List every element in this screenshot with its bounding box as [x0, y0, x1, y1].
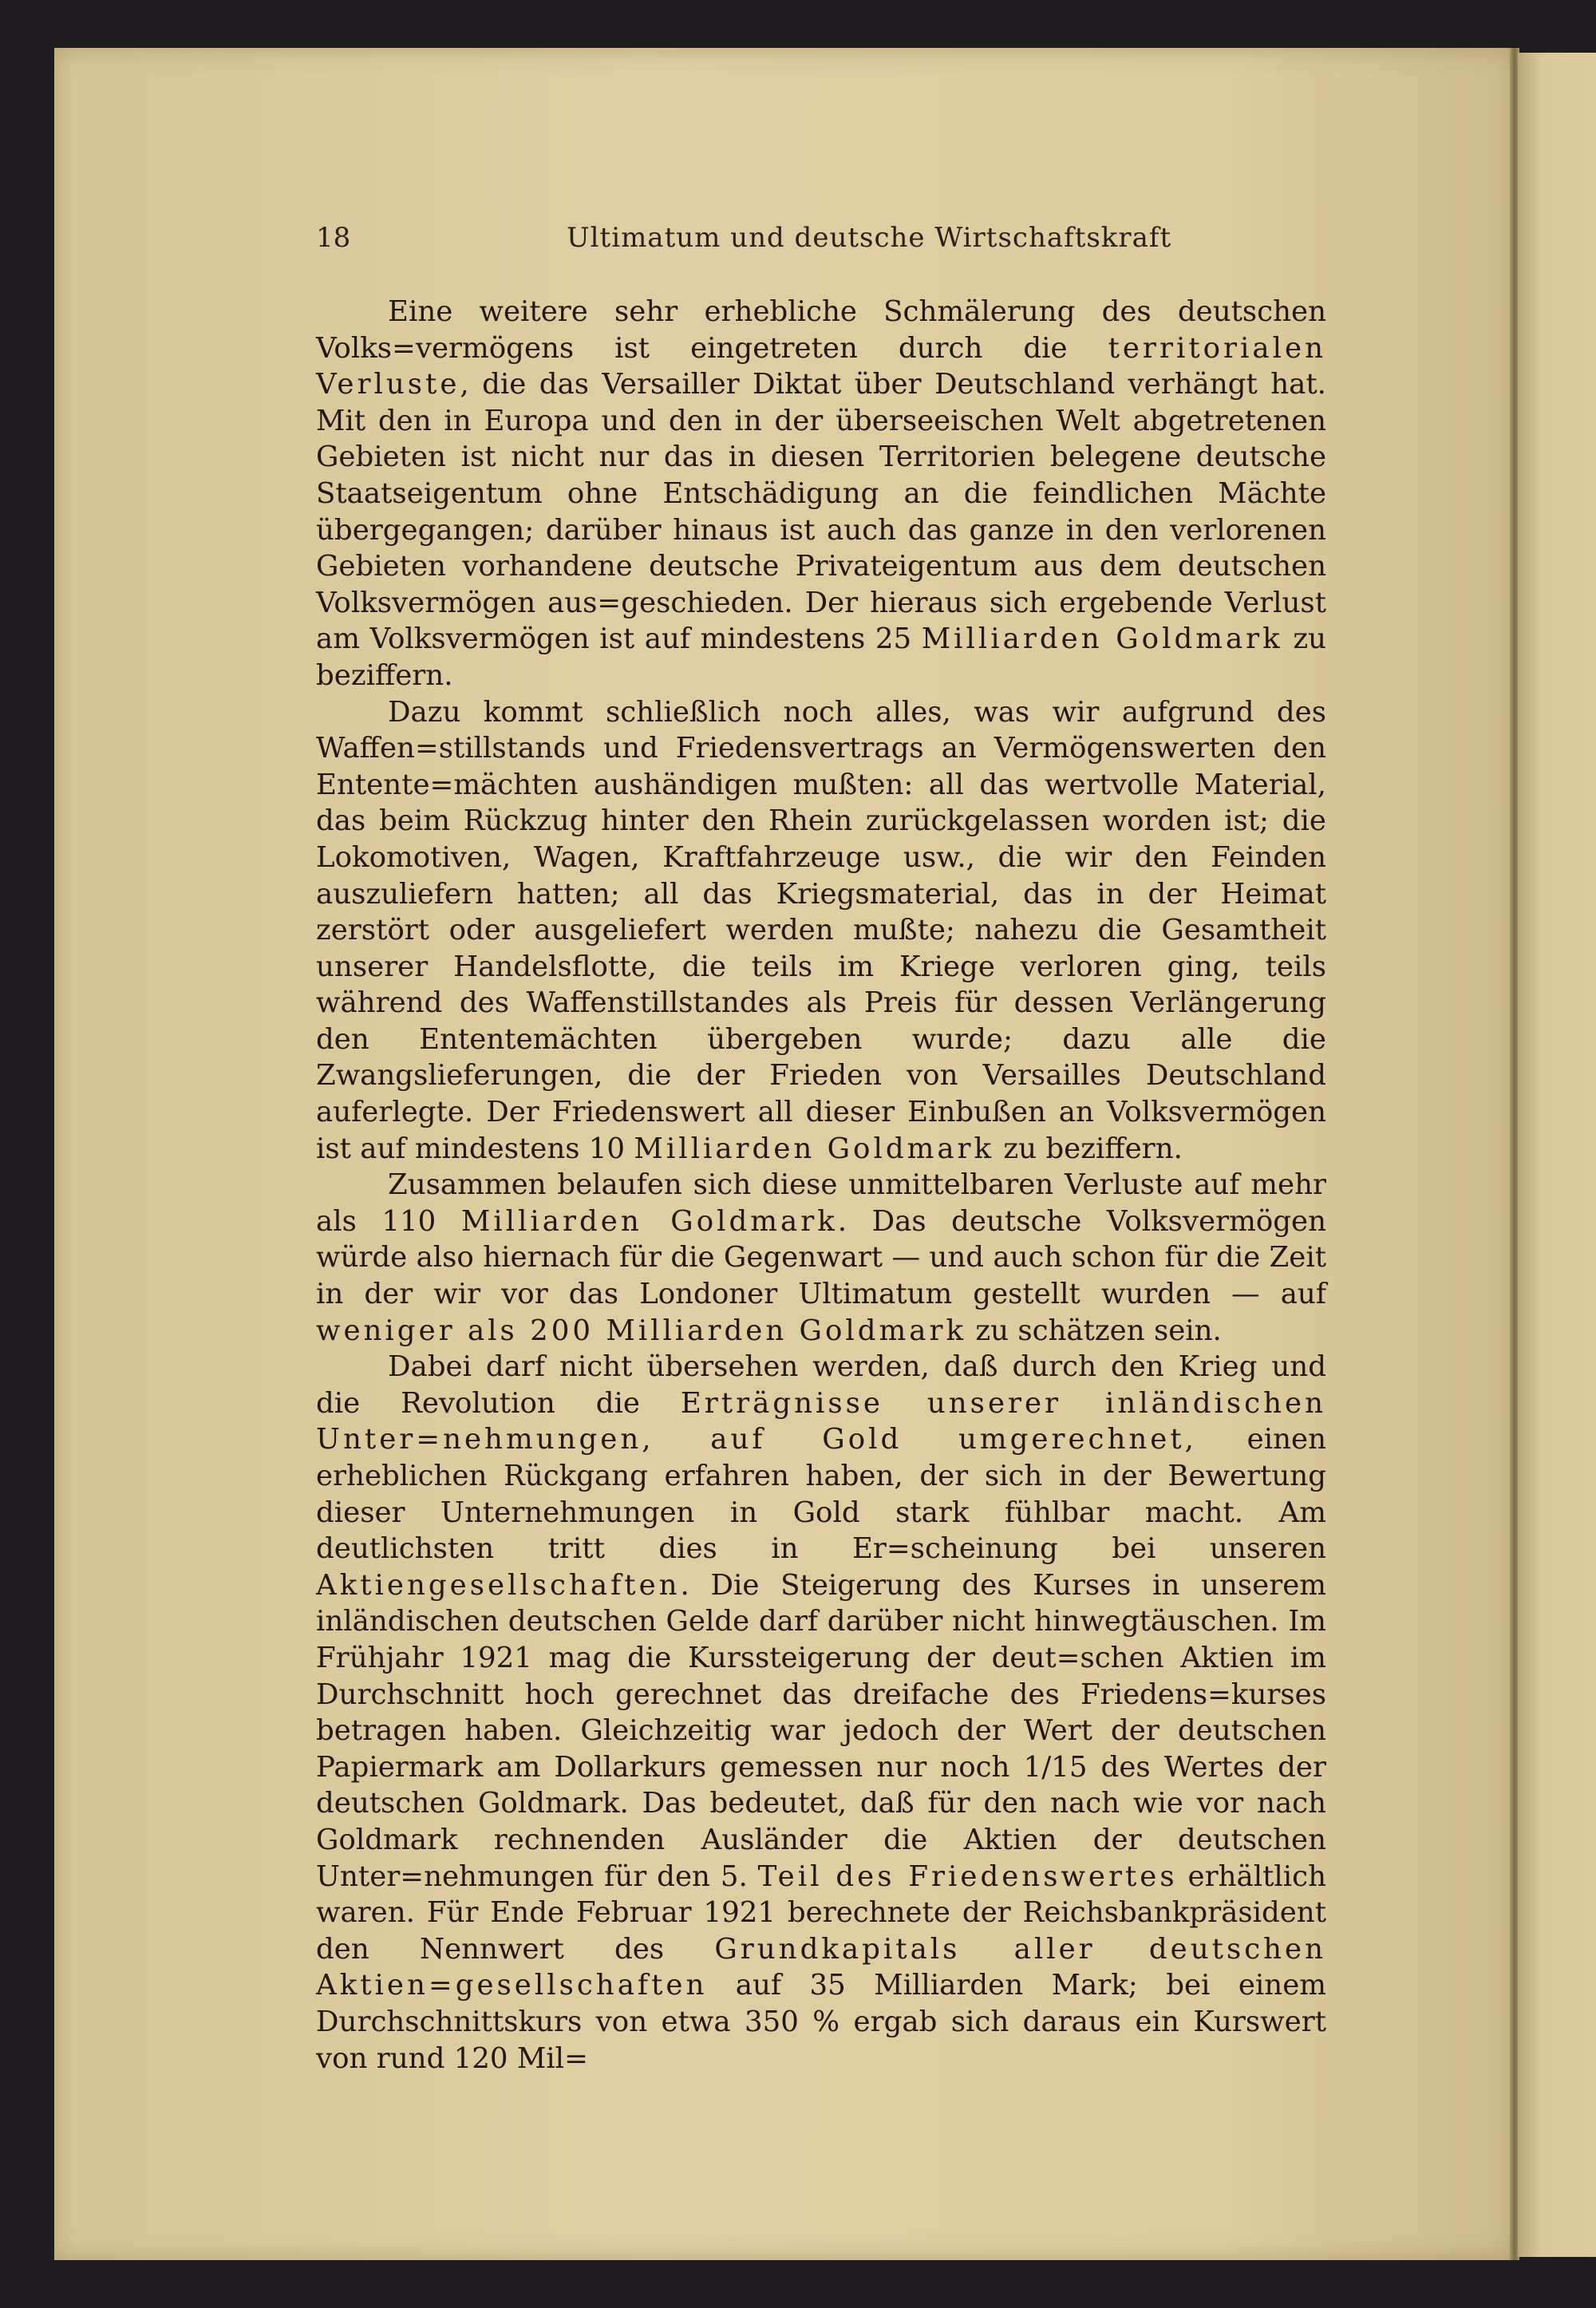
- spaced-emphasis: Erträgnisse unserer inländischen Unter=nehmungen, auf Gold umgerechnet: [316, 1386, 1326, 1456]
- running-title: Ultimatum und deutsche Wirtschaftskraft: [567, 222, 1172, 254]
- paragraph: [316, 694, 1326, 1168]
- spaced-emphasis: weniger als 200 Milliarden Goldmark: [316, 1314, 967, 1347]
- paragraph: [316, 294, 1326, 694]
- text-run: . Die Steigerung des Kurses in unserem inländischen deutschen Gelde darf darüber nicht hinwegtäuschen. Im Frühjahr 1921 mag die Kurssteigerung der deut=schen Aktien im Durchschnitt hoch gerechnet das dreifache des Friedens=kurses betragen haben. Gleichzeitig war jedoch der Wert der deutschen Papiermark am Dollarkurs gemessen nur noch 1/15 des Wertes der deutschen Goldmark. Das bedeutet, daß für den nach wie vor nach Goldmark rechnenden Ausländer die Aktien der deutschen Unter=nehmungen für den 5.: [316, 1568, 1326, 1893]
- text-run: zu schätzen sein.: [966, 1314, 1222, 1347]
- paragraph: [316, 1167, 1326, 1349]
- spaced-emphasis: Grundkapitals aller deutschen Aktien=gesellschaften: [316, 1932, 1327, 2002]
- spaced-emphasis: Milliarden Goldmark: [460, 1204, 838, 1238]
- text-run: Dazu kommt schließlich noch alles, was wir aufgrund des Waffen=stillstands und Friedensvertrags an Vermögenswerten den Entente=mächten aushändigen mußten: all das wertvolle Material, das beim Rückzug hinter den Rhein zurückgelassen worden ist; die Lokomotiven, Wagen, Kraftfahrzeuge usw., die wir den Feinden auszuliefern hatten; all das Kriegsmaterial, das in der Heimat zerstört oder ausgeliefert werden mußte; nahezu die Gesamtheit unserer Handelsflotte, die teils im Kriege verloren ging, teils während des Waffenstillstandes als Preis für dessen Verlängerung den Ententemächten übergeben wurde; dazu alle die Zwangslieferungen, die der Frieden von Versailles Deutschland auferlegte. Der Friedenswert all dieser Einbußen an Volksvermögen ist auf mindestens 10: [316, 695, 1326, 1165]
- text-run: . Das deutsche Volksvermögen würde also hiernach für die Gegenwart — und auch schon für die Zeit in der wir vor das Londoner Ultimatum gestellt wurden — auf: [316, 1204, 1326, 1311]
- text-run: Zusammen belaufen sich diese unmittelbaren Verluste auf mehr als 110: [316, 1168, 1326, 1238]
- text-run: , einen erheblichen Rückgang erfahren haben, der sich in der Bewertung dieser Unternehmungen in Gold stark fühlbar macht. Am deutlichsten tritt dies in Er=scheinung bei unseren: [316, 1423, 1326, 1566]
- spaced-emphasis: Milliarden Goldmark: [921, 622, 1283, 656]
- spaced-emphasis: Milliarden Goldmark: [634, 1132, 995, 1165]
- text-run: zu beziffern.: [994, 1132, 1183, 1165]
- text-run: Eine weitere sehr erhebliche Schmälerung des deutschen Volks=vermögens ist eingetreten durch die: [316, 295, 1326, 365]
- page-header: [316, 222, 1329, 262]
- text-run: , die das Versailler Diktat über Deutschland verhängt hat. Mit den in Europa und den in der überseeischen Welt abgetretenen Gebieten ist nicht nur das in diesen Territorien belegene deutsche Staatseigentum ohne Entschädigung an die feindlichen Mächte übergegangen; darüber hinaus ist auch das ganze in den verlorenen Gebieten vorhandene deutsche Privateigentum aus dem deutschen Volksvermögen aus=geschieden. Der hieraus sich ergebende Verlust am Volksvermögen ist auf mindestens 25: [316, 368, 1326, 656]
- spaced-emphasis: territorialen Verluste: [316, 331, 1326, 401]
- text-run: auf 35 Milliarden Mark; bei einem Durchschnittskurs von etwa 350 % ergab sich daraus ein Kurswert von rund 120 Mil=: [316, 1969, 1326, 2075]
- text-run: zu beziffern.: [316, 622, 1326, 692]
- body-text: [316, 294, 1326, 2077]
- text-run: Dabei darf nicht übersehen werden, daß durch den Krieg und die Revolution die: [316, 1350, 1326, 1420]
- paragraph: [316, 1349, 1326, 2077]
- spaced-emphasis: Aktiengesellschaften: [316, 1568, 681, 1602]
- text-run: erhältlich waren. Für Ende Februar 1921 berechnete der Reichsbankpräsident den Nennwert des: [316, 1859, 1326, 1966]
- page-number: 18: [316, 222, 351, 254]
- spaced-emphasis: Teil des Friedenswertes: [757, 1859, 1178, 1893]
- facing-page-edge: [1518, 53, 1596, 2257]
